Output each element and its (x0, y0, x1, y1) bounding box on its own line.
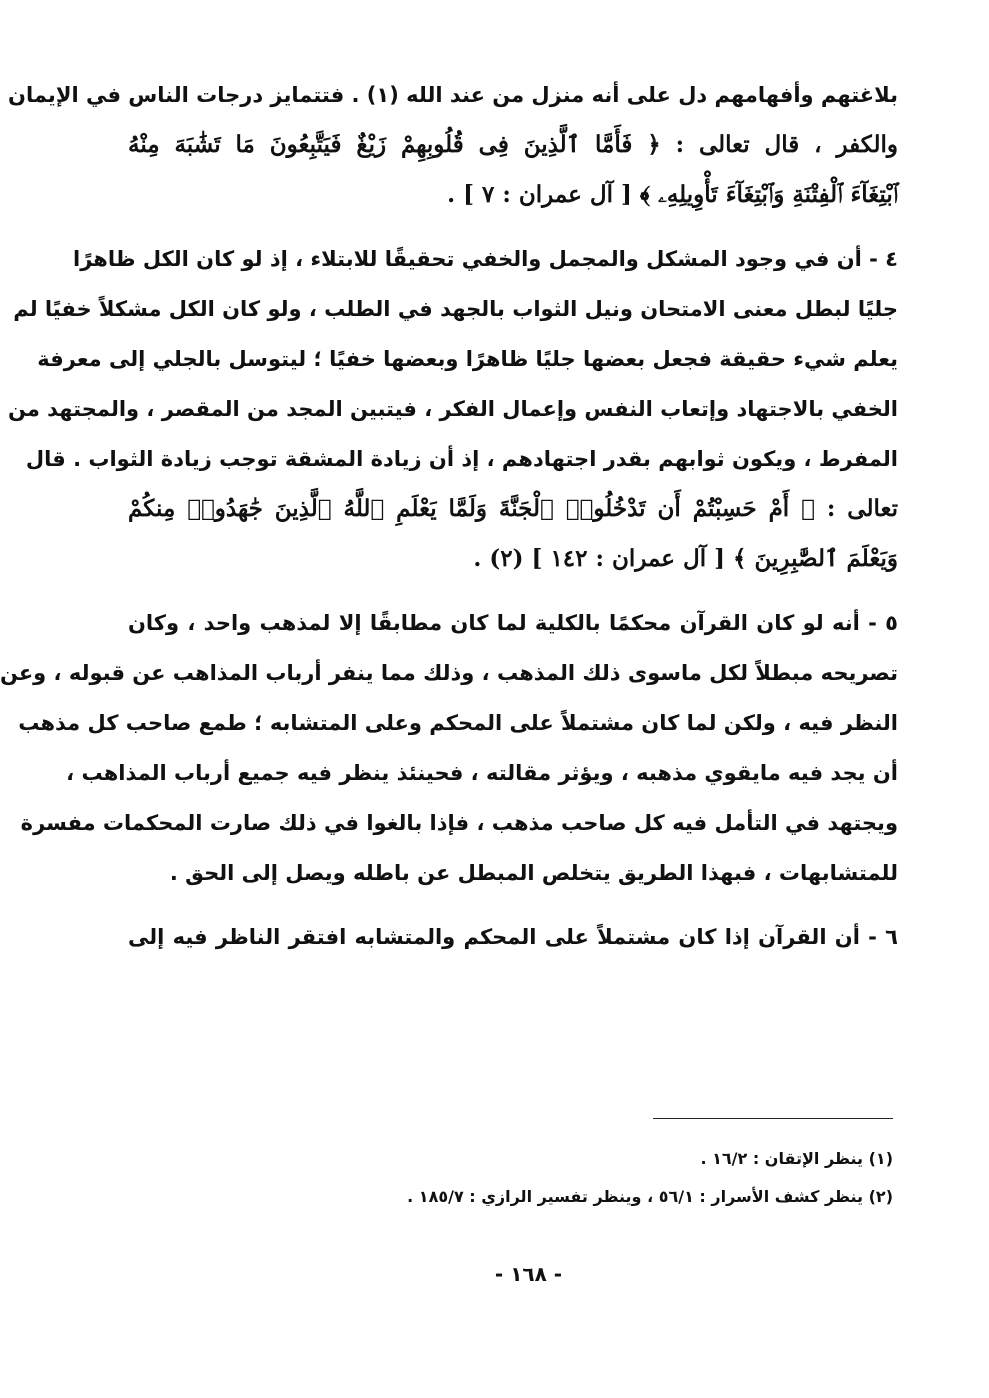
text-line: يعلم شيء حقيقة فجعل بعضها جليًا ظاهرًا وبعضها خفيًا ؛ ليتوسل بالجلي إلى معرفة (37, 347, 898, 371)
quran-verse-line: وَيَعْلَمَ ٱلصَّٰبِرِينَ ﴾ [ آل عمران : ١٤٢ ] (٢) . (473, 545, 898, 572)
quran-verse-line: ٱبْتِغَآءَ ٱلْفِتْنَةِ وَٱبْتِغَآءَ تَأْوِيلِهِۦ ﴾ [ آل عمران : ٧ ] . (447, 181, 898, 208)
paragraph-gap (128, 898, 898, 912)
text-line: أن يجد فيه مايقوي مذهبه ، ويؤثر مقالته ، فحينئذ ينظر فيه جميع أرباب المذاهب ، (66, 761, 898, 785)
page-number: - ١٦٨ - (494, 1262, 563, 1286)
quran-verse-line: والكفر ، قال تعالى : ﴿ فَأَمَّا ٱلَّذِينَ فِى قُلُوبِهِمْ زَيْغٌ فَيَتَّبِعُونَ مَا تَشَٰبَهَ مِنْهُ (128, 131, 898, 158)
text-line: بلاغتهم وأفهامهم دل على أنه منزل من عند الله (١) . فتتمايز درجات الناس في الإيمان (8, 83, 898, 107)
text-line: المفرط ، ويكون ثوابهم بقدر اجتهادهم ، إذ أن زيادة المشقة توجب زيادة الثواب . قال (25, 447, 898, 471)
text-line: النظر فيه ، ولكن لما كان مشتملاً على المحكم وعلى المتشابه ؛ طمع صاحب كل مذهب (18, 711, 898, 735)
text-line: الخفي بالاجتهاد وإتعاب النفس وإعمال الفكر ، فيتبين المجد من المقصر ، والمجتهد من (7, 397, 898, 421)
text-line: للمتشابهات ، فبهذا الطريق يتخلص المبطل عن باطله ويصل إلى الحق . (169, 861, 898, 885)
text-line: ٦ - أن القرآن إذا كان مشتملاً على المحكم والمتشابه افتقر الناظر فيه إلى (128, 925, 898, 949)
text-line: ٤ - أن في وجود المشكل والمجمل والخفي تحقيقًا للابتلاء ، إذ لو كان الكل ظاهرًا (73, 247, 898, 271)
main-text (0, 70, 898, 962)
quran-verse-line: تعالى : ﴿ أَمْ حَسِبْتُمْ أَن تَدْخُلُوا۟ ٱلْجَنَّةَ وَلَمَّا يَعْلَمِ ٱللَّهُ ٱلَّذِينَ جَٰهَدُوا۟ مِنكُمْ (128, 495, 898, 522)
text-line: تصريحه مبطلاً لكل ماسوى ذلك المذهب ، وذلك مما ينفر أرباب المذاهب عن قبوله ، وعن (0, 661, 898, 685)
text-line: جليًا لبطل معنى الامتحان ونيل الثواب بالجهد في الطلب ، ولو كان الكل مشكلاً خفيًا لم (13, 297, 898, 321)
paragraph-gap (128, 584, 898, 598)
footnote-divider (653, 1118, 893, 1119)
footnote-1: (١) ينظر الإتقان : ١٦/٢ . (700, 1149, 893, 1168)
paragraph-gap (128, 220, 898, 234)
footnotes (273, 1140, 893, 1216)
text-line: ٥ - أنه لو كان القرآن محكمًا بالكلية لما كان مطابقًا إلا لمذهب واحد ، وكان (128, 611, 898, 635)
text-line: ويجتهد في التأمل فيه كل صاحب مذهب ، فإذا بالغوا في ذلك صارت المحكمات مفسرة (20, 811, 898, 835)
footnote-2: (٢) ينظر كشف الأسرار : ٥٦/١ ، وينظر تفسير الرازي : ١٨٥/٧ . (407, 1187, 893, 1206)
